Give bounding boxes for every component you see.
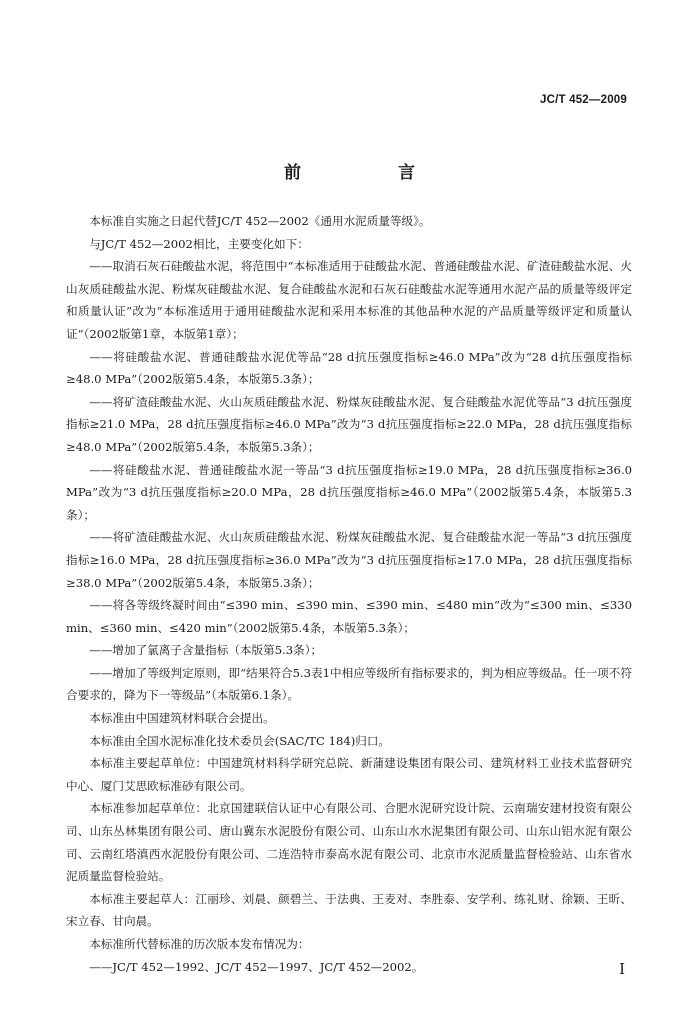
paragraph: 本标准由中国建筑材料联合会提出。 (89, 711, 275, 726)
change-item: ——取消石灰石硅酸盐水泥，将范围中“本标准适用于硅酸盐水泥、普通硅酸盐水泥、矿渣硅酸盐水泥、火山灰质硅酸盐水泥、粉煤灰硅酸盐水泥、复合硅酸盐水泥和石灰石硅酸盐水泥等通用水泥产品的质量等级评定和质量认证”改为“本标准适用于通用硅酸盐水泥和采用本标准的其他品种水泥的产品质量等级评定和质量认证”（2002版第1章，本版第1章）； (66, 259, 632, 341)
paragraph: 本标准由全国水泥标准化技术委员会(SAC/TC 184)归口。 (89, 733, 391, 748)
body-text (66, 210, 632, 978)
change-item: ——将硅酸盐水泥、普通硅酸盐水泥优等品“28 d抗压强度指标≥46.0 MPa”改为“28 d抗压强度指标≥48.0 MPa”（2002版第5.4条，本版第5.3条）； (66, 349, 632, 387)
page-title: 前 言 (284, 163, 455, 183)
change-item: ——增加了等级判定原则，即“结果符合5.3表1中相应等级所有指标要求的，判为相应等级品。任一项不符合要求的，降为下一等级品”（本版第6.1条）。 (66, 665, 632, 703)
change-item: ——将硅酸盐水泥、普通硅酸盐水泥一等品“3 d抗压强度指标≥19.0 MPa，28 d抗压强度指标≥36.0 MPa”改为“3 d抗压强度指标≥20.0 MPa，28 d抗压强度指标≥46.0 MPa”（2002版第5.4条，本版第5.3条）； (66, 462, 632, 522)
change-item: ——将各等级终凝时间由“≤390 min、≤390 min、≤390 min、≤480 min”改为“≤300 min、≤330 min、≤360 min、≤420 min”（2002版第5.4条，本版第5.3条）； (66, 598, 632, 635)
paragraph: 本标准主要起草单位：中国建筑材料科学研究总院、新蒲建设集团有限公司、建筑材料工业技术监督研究中心、厦门艾思欧标准砂有限公司。 (66, 756, 632, 793)
change-item: ——将矿渣硅酸盐水泥、火山灰质硅酸盐水泥、粉煤灰硅酸盐水泥、复合硅酸盐水泥优等品“3 d抗压强度指标≥21.0 MPa，28 d抗压强度指标≥46.0 MPa”改为“3 d抗压强度指标≥22.0 MPa，28 d抗压强度指标≥48.0 MPa”（2002版第5.4条，本版第5.3条）； (66, 394, 632, 454)
change-item: ——将矿渣硅酸盐水泥、火山灰质硅酸盐水泥、粉煤灰硅酸盐水泥、复合硅酸盐水泥一等品“3 d抗压强度指标≥16.0 MPa，28 d抗压强度指标≥36.0 MPa”改为“3 d抗压强度指标≥17.0 MPa，28 d抗压强度指标≥38.0 MPa”（2002版第5.4条，本版第5.3条）； (66, 530, 632, 590)
paragraph: 本标准所代替标准的历次版本发布情况为： (89, 937, 310, 951)
paragraph: 本标准自实施之日起代替JC/T 452—2002《通用水泥质量等级》。 (89, 214, 431, 228)
change-item: ——增加了氯离子含量指标（本版第5.3条）； (89, 643, 323, 658)
paragraph: 与JC/T 452—2002相比，主要变化如下： (89, 236, 309, 251)
paragraph: 本标准参加起草单位：北京国建联信认证中心有限公司、合肥水泥研究设计院、云南瑞安建材投资有限公司、山东丛林集团有限公司、唐山冀东水泥股份有限公司、山东山水水泥集团有限公司、山东山铝水泥有限公司、云南红塔滇西水泥股份有限公司、二连浩特市泰高水泥有限公司、北京市水泥质量监督检验站、山东省水泥质量监督检验站。 (66, 801, 632, 884)
paragraph: ——JC/T 452—1992、JC/T 452—1997、JC/T 452—2002。 (89, 959, 424, 974)
page-number: I (619, 960, 625, 978)
document-code: JC/T 452—2009 (540, 94, 627, 106)
paragraph: 本标准主要起草人：江丽珍、刘晨、颜碧兰、于法典、王麦对、李胜泰、安学利、练礼财、徐颖、王昕、宋立春、甘向晨。 (66, 891, 632, 929)
